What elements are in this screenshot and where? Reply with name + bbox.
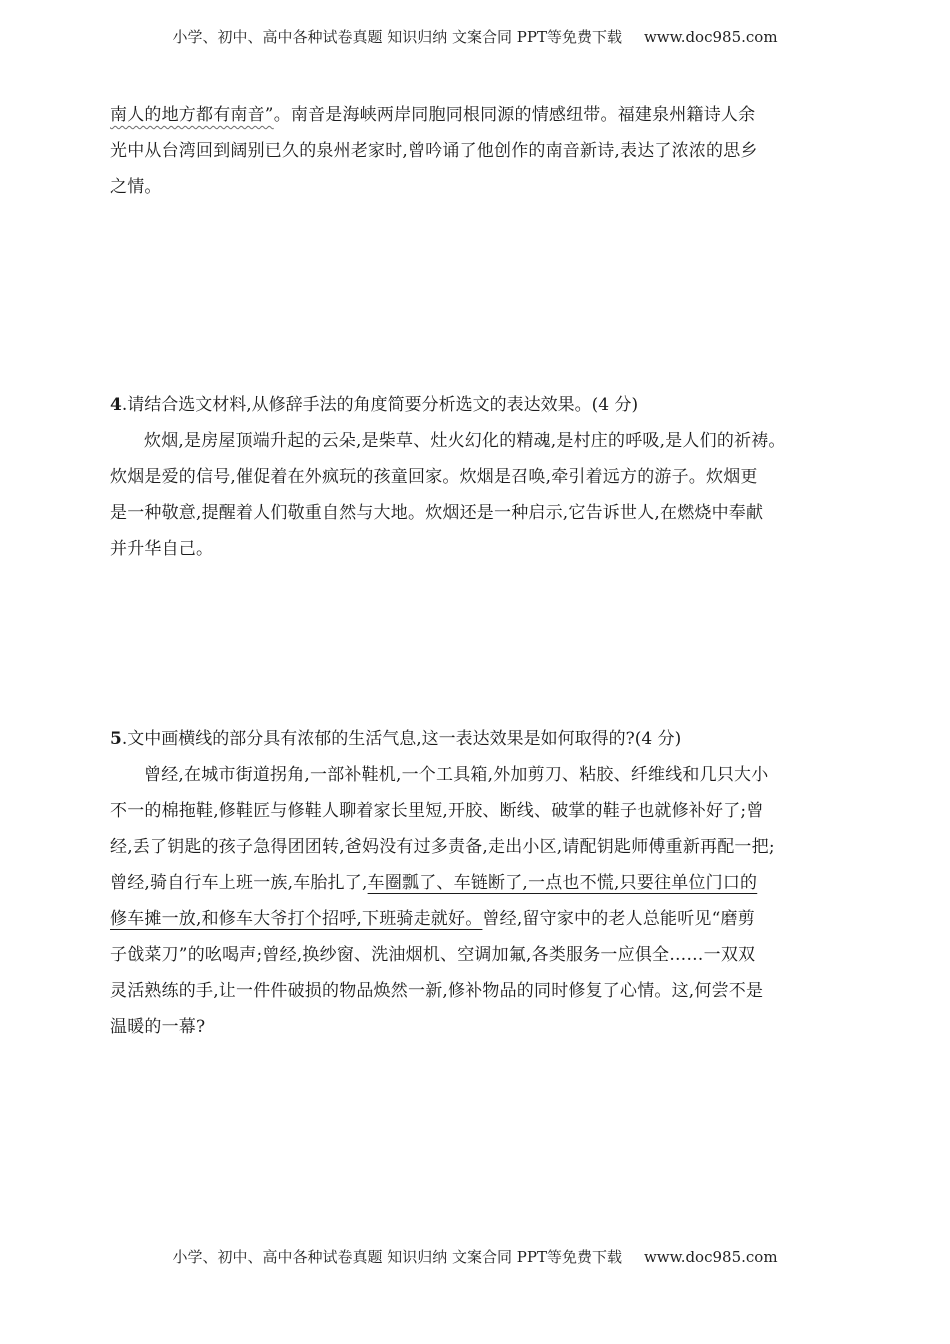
passage-top-line-1: 南人的地方都有南音”。南音是海峡两岸同胞同根同源的情感纽带。福建泉州籍诗人余 <box>110 105 756 125</box>
footer-url[interactable]: www.doc985.com <box>643 1248 778 1266</box>
passage-top <box>110 97 840 205</box>
page-footer <box>0 1246 950 1267</box>
question-5 <box>110 721 840 1045</box>
question-5-title: 5.文中画横线的部分具有浓郁的生活气息,这一表达效果是如何取得的?(4 分) <box>110 729 682 749</box>
question-5-line-6: 子戗菜刀”的吆喝声;曾经,换纱窗、洗油烟机、空调加氟,各类服务一应俱全……一双双 <box>110 945 756 965</box>
question-5-line-1: 曾经,在城市街道拐角,一部补鞋机,一个工具箱,外加剪刀、粘胶、纤维线和几只大小 <box>144 765 769 785</box>
question-4-line-3: 是一种敬意,提醒着人们敬重自然与大地。炊烟还是一种启示,它告诉世人,在燃烧中奉献 <box>110 503 764 523</box>
underlined-text: 车圈瓢了、车链断了,一点也不慌,只要往单位门口的 <box>367 873 758 893</box>
page-header <box>0 26 950 47</box>
question-5-line-2: 不一的棉拖鞋,修鞋匠与修鞋人聊着家长里短,开胶、断线、破掌的鞋子也就修补好了;曾 <box>110 801 764 821</box>
underlined-text: 修车摊一放,和修车大爷打个招呼,下班骑走就好。 <box>110 909 483 929</box>
header-text: 小学、初中、高中各种试卷真题 知识归纳 文案合同 PPT等免费下载 <box>172 28 622 46</box>
question-5-line-3: 经,丢了钥匙的孩子急得团团转,爸妈没有过多责备,走出小区,请配钥匙师傅重新再配一把; <box>110 837 775 857</box>
question-4-title: 4.请结合选文材料,从修辞手法的角度简要分析选文的表达效果。(4 分) <box>110 395 639 415</box>
question-5-line-4: 曾经,骑自行车上班一族,车胎扎了,车圈瓢了、车链断了,一点也不慌,只要往单位门口的 <box>110 873 758 893</box>
question-4-line-2: 炊烟是爱的信号,催促着在外疯玩的孩童回家。炊烟是召唤,牵引着远方的游子。炊烟更 <box>110 467 758 487</box>
passage-top-line-3: 之情。 <box>110 177 162 197</box>
question-5-line-8: 温暖的一幕? <box>110 1017 206 1037</box>
question-4-line-4: 并升华自己。 <box>110 539 214 559</box>
header-url[interactable]: www.doc985.com <box>643 28 778 46</box>
passage-top-line-2: 光中从台湾回到阔别已久的泉州老家时,曾吟诵了他创作的南音新诗,表达了浓浓的思乡 <box>110 141 758 161</box>
wavy-underlined-text: 南人的地方都有南音” <box>110 105 274 125</box>
question-5-line-5: 修车摊一放,和修车大爷打个招呼,下班骑走就好。曾经,留守家中的老人总能听见“磨剪 <box>110 909 755 929</box>
question-5-line-7: 灵活熟练的手,让一件件破损的物品焕然一新,修补物品的同时修复了心情。这,何尝不是 <box>110 981 764 1001</box>
question-4 <box>110 387 840 567</box>
question-4-line-1: 炊烟,是房屋顶端升起的云朵,是柴草、灶火幻化的精魂,是村庄的呼吸,是人们的祈祷。 <box>144 431 786 451</box>
question-number: 5 <box>110 729 122 749</box>
question-number: 4 <box>110 395 122 415</box>
footer-text: 小学、初中、高中各种试卷真题 知识归纳 文案合同 PPT等免费下载 <box>172 1248 622 1266</box>
